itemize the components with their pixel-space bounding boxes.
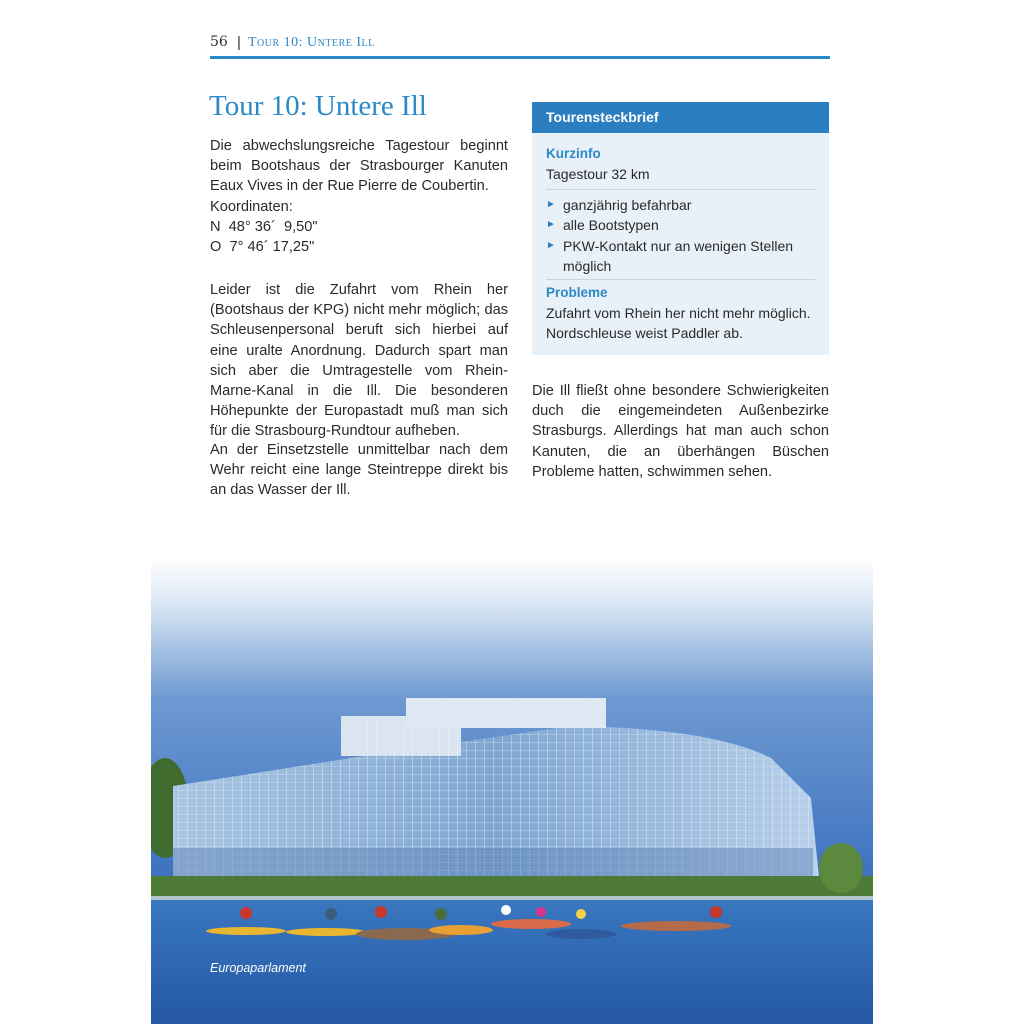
list-item — [546, 195, 816, 215]
triangle-bullet-icon: ► — [546, 219, 556, 231]
photo-illustration — [151, 558, 873, 1024]
tour-profile-title: Tourensteckbrief — [546, 109, 659, 125]
list-item-text: alle Bootstypen — [563, 217, 659, 234]
box-divider — [546, 279, 815, 280]
list-item-text: PKW-Kontakt nur an wenigen Stellen möglich — [563, 237, 794, 274]
probleme-text: Zufahrt vom Rhein her nicht mehr möglich. Nordschleuse weist Paddler ab. — [546, 305, 811, 342]
launch-paragraph — [210, 440, 508, 501]
europaparlament-photo — [151, 558, 873, 1024]
access-paragraph — [210, 280, 508, 442]
probleme-heading: Probleme — [546, 285, 608, 300]
box-divider — [546, 189, 815, 190]
header-separator: | — [237, 34, 241, 51]
running-title: Tour 10: Untere Ill — [248, 35, 375, 50]
list-item — [546, 236, 816, 277]
tour-title: Tour 10: Untere Ill — [209, 90, 427, 122]
triangle-bullet-icon: ► — [546, 199, 556, 210]
ill-paragraph — [532, 381, 829, 482]
tour-profile-box — [532, 102, 829, 355]
intro-block — [210, 136, 508, 257]
coordinates-label: Koordinaten: — [210, 198, 293, 215]
kurzinfo-heading: Kurzinfo — [546, 146, 601, 161]
kurzinfo-text: Tagestour 32 km — [546, 166, 650, 182]
intro-paragraph: Die abwechslungsreiche Tagestour beginnt beim Bootshaus der Strasbourger Kanuten Eaux Vives in der Rue Pierre de Coubertin. — [210, 138, 508, 195]
header-rule — [210, 56, 830, 59]
access-text: Leider ist die Zufahrt vom Rhein her (Bootshaus der KPG) nicht mehr möglich; das Schleusenpersonal beruft sich hierbei auf eine uralte Anordnung. Dadurch spart man sich aber die Umtragestelle vom Rhein-Marne-Kanal in die Ill. Die besonderen Höhepunkte der Europastadt muß man sich für die Strasbourg-Rundtour aufheben. — [210, 282, 508, 440]
feature-list — [546, 195, 816, 276]
photo-caption: Europaparlament — [210, 961, 306, 975]
running-header — [210, 34, 830, 56]
coordinates-east: O 7° 46´ 17,25" — [210, 239, 315, 256]
coordinates-north: N 48° 36´ 9,50" — [210, 218, 318, 235]
ill-text: Die Ill fließt ohne besondere Schwierigkeiten duch die eingemeindeten Außenbezirke Strasburgs. Allerdings hat man auch schon Kanuten, die an überhängen Büschen Probleme hatten, schwimmen sehen. — [532, 383, 829, 480]
list-item — [546, 215, 816, 235]
page-number: 56 — [210, 34, 228, 50]
triangle-bullet-icon: ► — [546, 239, 556, 251]
list-item-text: ganzjährig befahrbar — [563, 197, 692, 213]
tour-profile-header — [532, 102, 829, 133]
launch-text: An der Einsetzstelle unmittelbar nach dem Wehr reicht eine lange Steintreppe direkt bis an das Wasser der Ill. — [210, 442, 508, 499]
